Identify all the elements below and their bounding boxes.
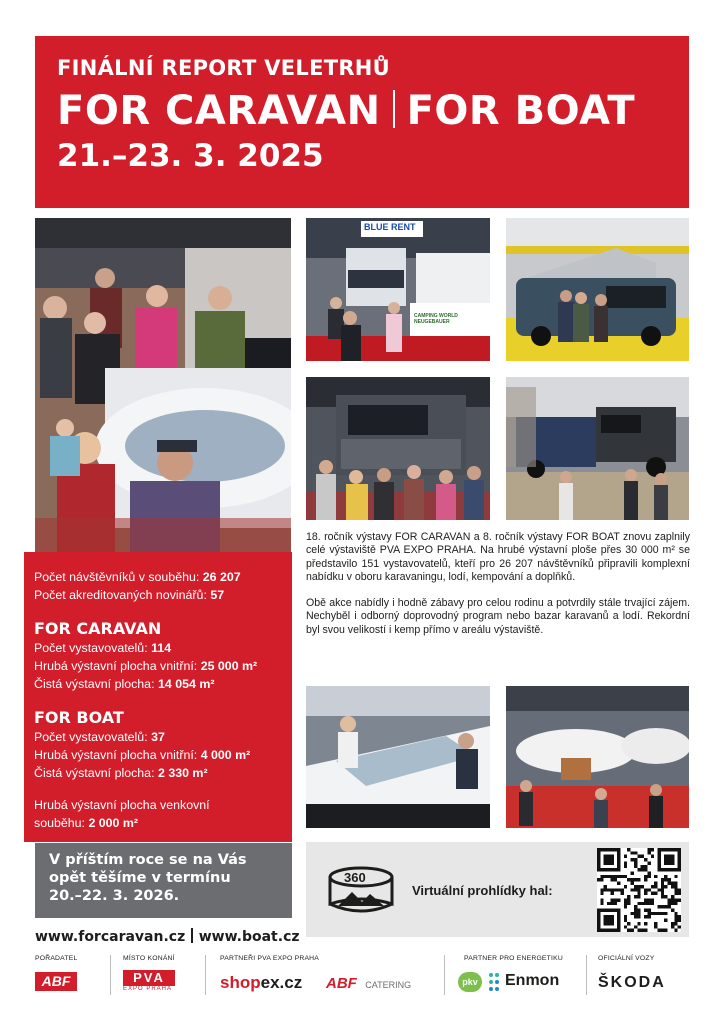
intro-paragraph-1: 18. ročník výstavy FOR CARAVAN a 8. ročník výstavy FOR BOAT znovu zaplnily celé výstaviště PVA EXPO PRAHA. Na hrubé výstavní ploše přes 30 000 m² se představilo 151 vystavovatelů, kteří pro 26 207 návštěvníků připravili komplexní nabídku v oboru karavaningu, lodí, kempování a doplňků. bbox=[306, 531, 690, 583]
caravan-stand-photo bbox=[306, 218, 490, 361]
boat-section-title: FOR BOAT bbox=[34, 708, 124, 727]
icon-360-text: 360 bbox=[344, 870, 366, 885]
report-kicker: FINÁLNÍ REPORT VELETRHŮ bbox=[57, 56, 391, 80]
abf-catering-logo bbox=[326, 975, 411, 993]
main-crowd-photo bbox=[35, 218, 291, 553]
caravan-net-area-stat: Čistá výstavní plocha: 14 054 m² bbox=[34, 677, 215, 691]
pva-logo-subtext: EXPO PRAHA bbox=[123, 986, 173, 992]
panorama-360-icon bbox=[328, 864, 394, 916]
event-dates: 21.–23. 3. 2025 bbox=[57, 138, 324, 174]
organizer-label: POŘADATEL bbox=[35, 955, 78, 962]
abf-catering-text: CATERING bbox=[365, 980, 412, 990]
boat-hall-photo bbox=[506, 686, 689, 828]
caravan-gross-area-stat: Hrubá výstavní plocha vnitřní: 25 000 m² bbox=[34, 659, 258, 673]
boat-exhibitors-stat: Počet vystavovatelů: 37 bbox=[34, 730, 165, 744]
venue-label: MÍSTO KONÁNÍ bbox=[123, 955, 175, 962]
title-for-caravan: FOR CARAVAN bbox=[57, 88, 381, 134]
boat-net-area-stat: Čistá výstavní plocha: 2 330 m² bbox=[34, 766, 208, 780]
outdoor-area-stat: souběhu: 2 000 m² bbox=[34, 816, 139, 830]
enmon-logo: Enmon bbox=[505, 972, 560, 989]
footer-divider bbox=[205, 955, 206, 995]
pkv-logo: pkv bbox=[458, 972, 482, 992]
report-header bbox=[35, 36, 689, 208]
blue-rent-sign: BLUE RENT bbox=[364, 222, 416, 232]
report-title bbox=[57, 88, 667, 134]
title-for-boat: FOR BOAT bbox=[406, 88, 636, 134]
boat-gross-area-stat: Hrubá výstavní plocha vnitřní: 4 000 m² bbox=[34, 748, 251, 762]
partners-label: PARTNEŘI PVA EXPO PRAHA bbox=[220, 955, 320, 962]
next-year-line2: opět těšíme v termínu bbox=[49, 870, 231, 886]
virtual-tour-label: Virtuální prohlídky hal: bbox=[412, 883, 553, 898]
camper-van-photo bbox=[506, 218, 689, 361]
pva-logo-text: PVA bbox=[123, 970, 175, 986]
truck-exhibit-photo bbox=[306, 377, 490, 520]
journalists-stat: Počet akreditovaných novinářů: 57 bbox=[34, 588, 225, 602]
official-cars-label: OFICIÁLNÍ VOZY bbox=[598, 955, 655, 962]
outdoor-area-label: Hrubá výstavní plocha venkovní bbox=[34, 798, 210, 812]
websites bbox=[35, 928, 300, 945]
shopex-logo-part2: ex.cz bbox=[260, 973, 303, 992]
offroad-vehicles-photo bbox=[506, 377, 689, 520]
qr-code[interactable] bbox=[597, 848, 681, 932]
skoda-logo: ŠKODA bbox=[598, 974, 666, 991]
next-year-line1: V příštím roce se na Vás bbox=[49, 852, 247, 868]
stats-panel bbox=[24, 552, 292, 842]
next-year-dates: 20.–22. 3. 2026. bbox=[49, 888, 180, 904]
forcaravan-link[interactable]: www.forcaravan.cz bbox=[35, 929, 186, 945]
energy-partner-label: PARTNER PRO ENERGETIKU bbox=[464, 955, 563, 962]
caravan-section-title: FOR CARAVAN bbox=[34, 619, 162, 638]
footer-divider bbox=[444, 955, 445, 995]
shopex-logo-part1: shop bbox=[220, 973, 261, 992]
shopex-logo bbox=[220, 973, 302, 993]
intro-paragraph-2: Obě akce nabídly i hodně zábavy pro celou rodinu a potvrdily stále trvající zájem. Nechyběl i odborný doprovodný program nebo bazar karavanů a lodí. Rekordní byl svou velikostí i kemp přímo v areálu výstaviště. bbox=[306, 597, 690, 636]
visitors-stat: Počet návštěvníků v souběhu: 26 207 bbox=[34, 570, 241, 584]
enmon-mark-icon bbox=[487, 972, 501, 992]
website-divider bbox=[191, 928, 193, 943]
abf-logo: ABF bbox=[35, 972, 77, 991]
title-divider bbox=[393, 90, 395, 128]
footer-divider bbox=[110, 955, 111, 995]
next-year-panel bbox=[35, 843, 292, 918]
camping-world-sign: CAMPING WORLD NEUGEBAUER bbox=[414, 313, 458, 325]
pva-expo-logo bbox=[123, 970, 175, 994]
boat-deck-photo bbox=[306, 686, 490, 828]
boat-link[interactable]: www.boat.cz bbox=[198, 929, 300, 945]
abf-catering-mark: ABF bbox=[326, 975, 357, 992]
caravan-exhibitors-stat: Počet vystavovatelů: 114 bbox=[34, 641, 172, 655]
virtual-tour-panel bbox=[306, 842, 689, 937]
footer-divider bbox=[586, 955, 587, 995]
intro-text bbox=[306, 531, 690, 637]
